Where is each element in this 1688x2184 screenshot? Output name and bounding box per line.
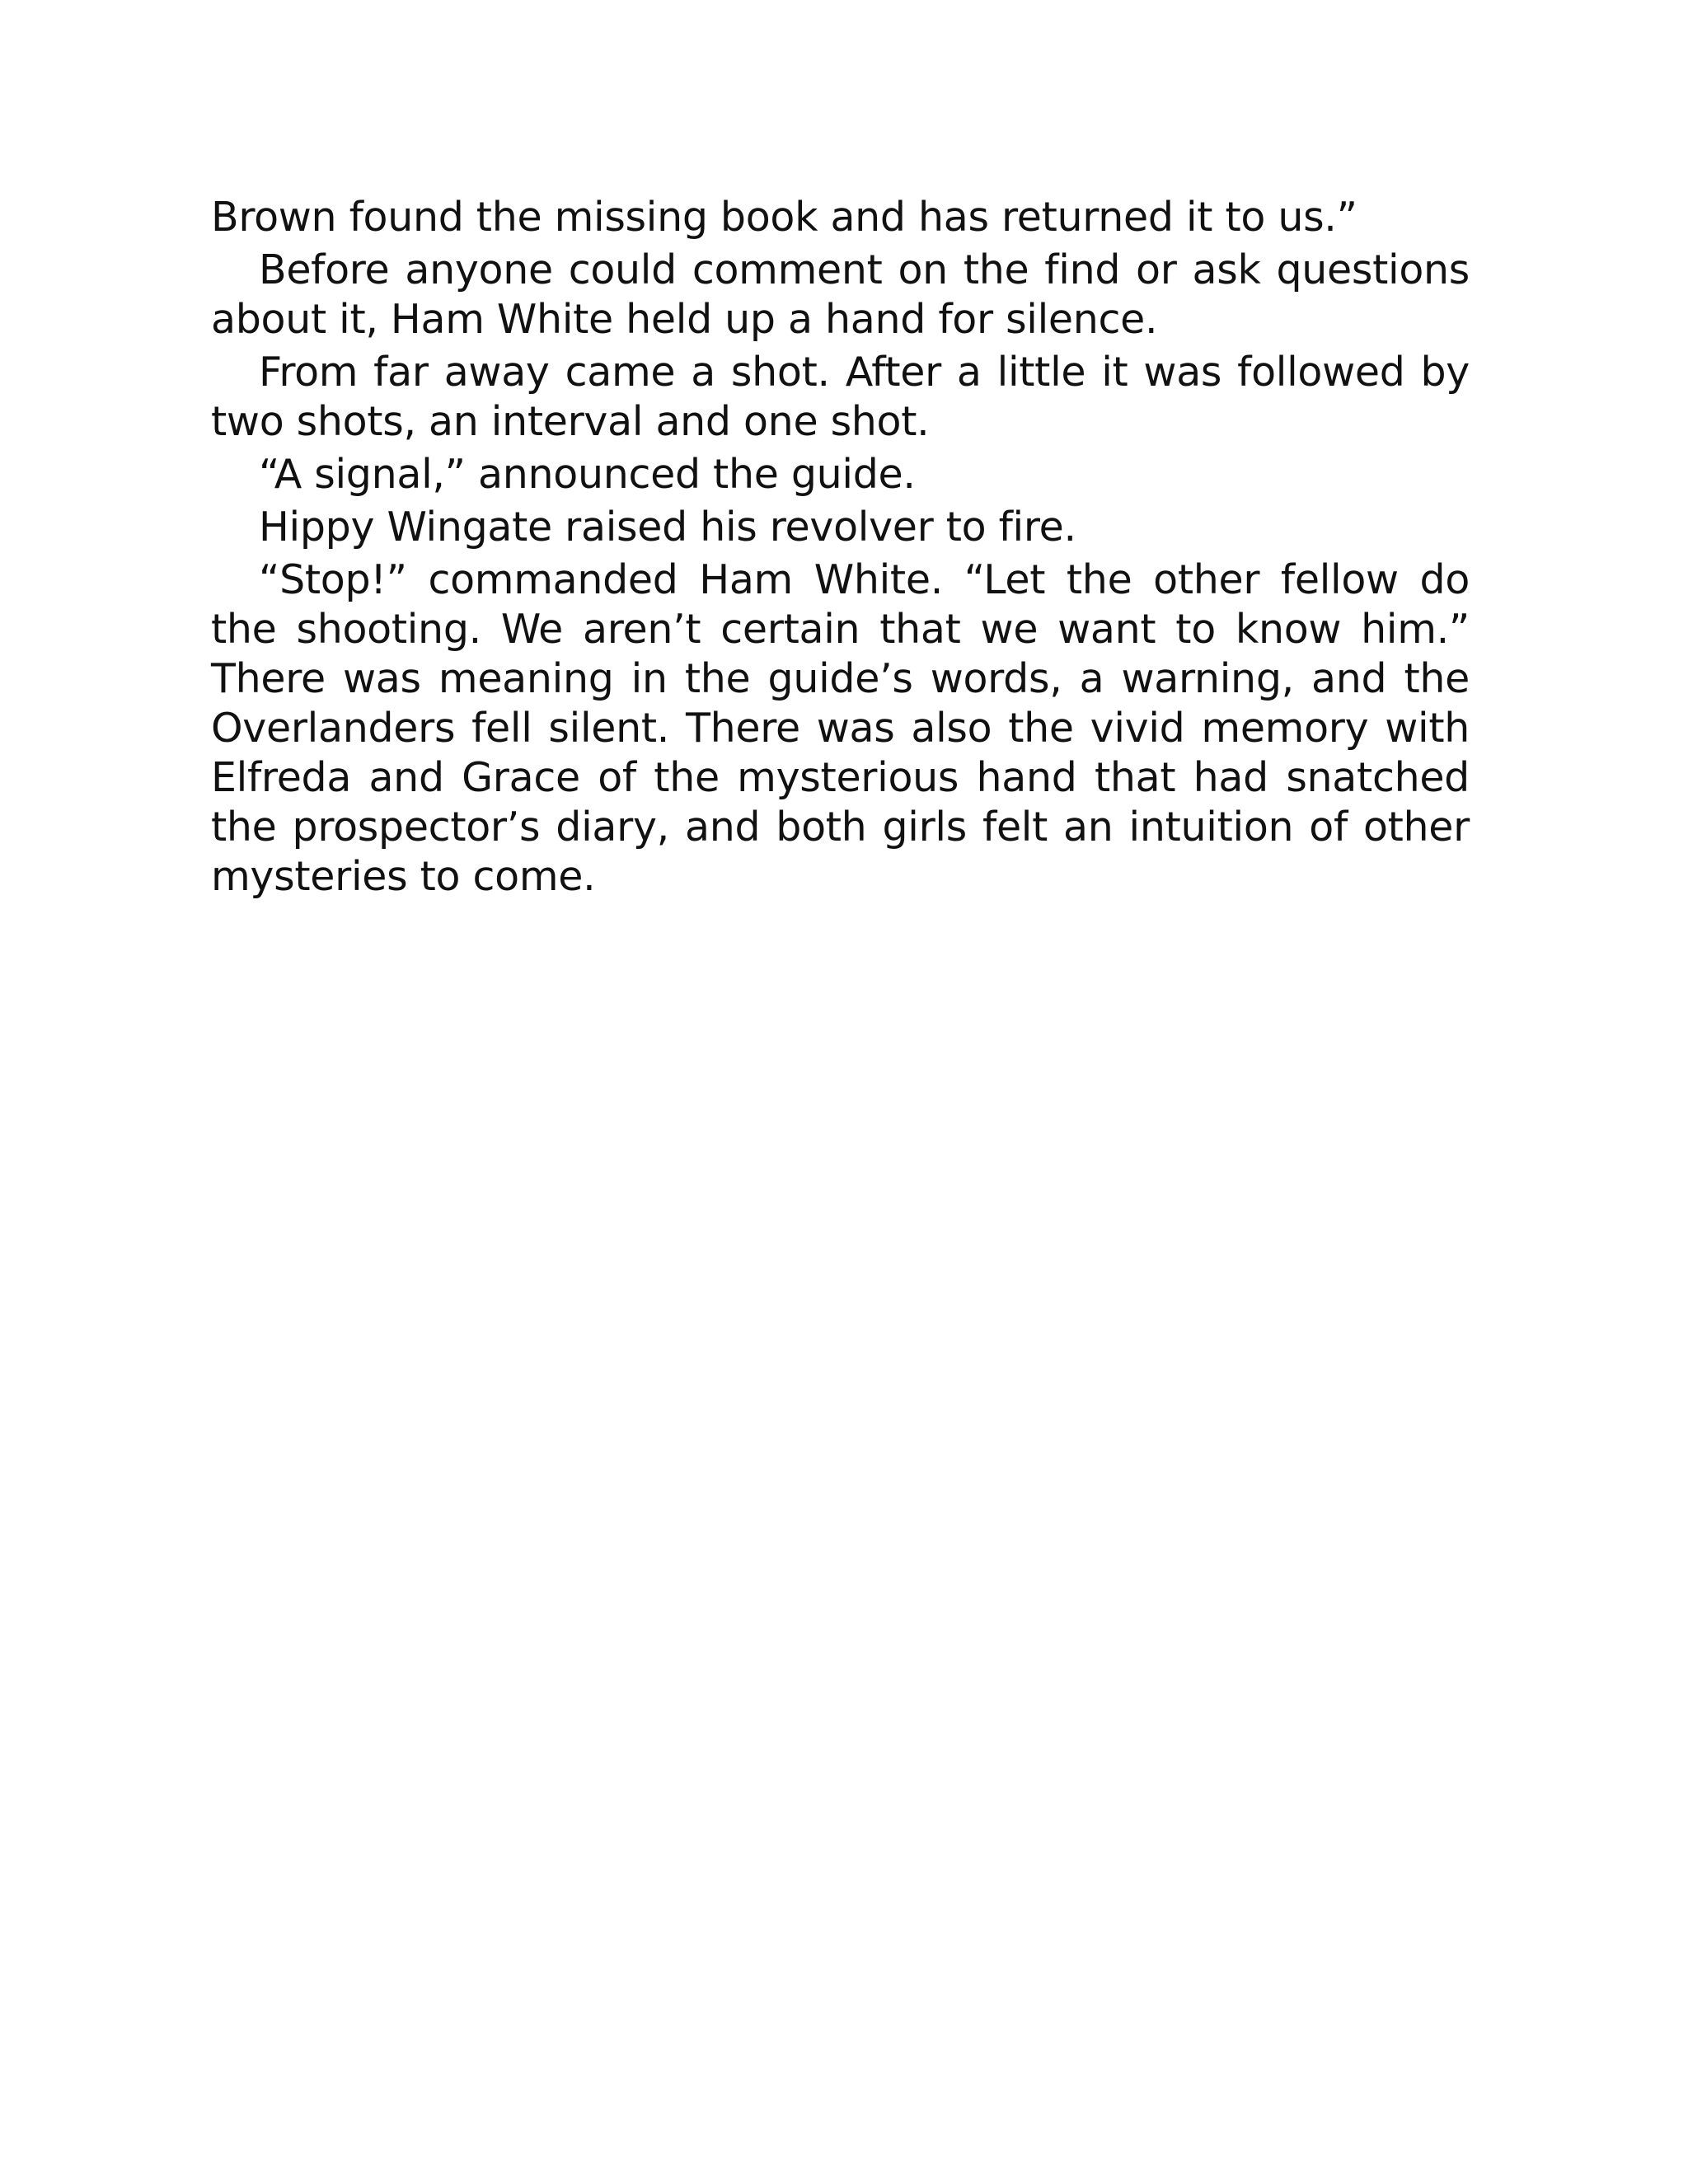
body-text [211,193,1470,905]
paragraph-2: Before anyone could comment on the find or ask questions about it, Ham White held up a hand for silence. [211,246,1470,343]
paragraph-1: Brown found the missing book and has returned it to us.” [211,194,1357,241]
paragraph-6: “Stop!” commanded Ham White. “Let the other fellow do the shooting. We aren’t certain that we want to know him.” There was meaning in the guide’s words, a warning, and the Overlanders fell silent. There was also the vivid memory with Elfreda and Grace of the mysterious hand that had snatched the prospector’s diary, and both girls felt an intuition of other mysteries to come. [211,556,1470,900]
paragraph-4: “A signal,” announced the guide. [259,451,916,498]
paragraph-5: Hippy Wingate raised his revolver to fire. [259,504,1076,551]
paragraph-3: From far away came a shot. After a little it was followed by two shots, an interval and one shot. [211,349,1470,445]
